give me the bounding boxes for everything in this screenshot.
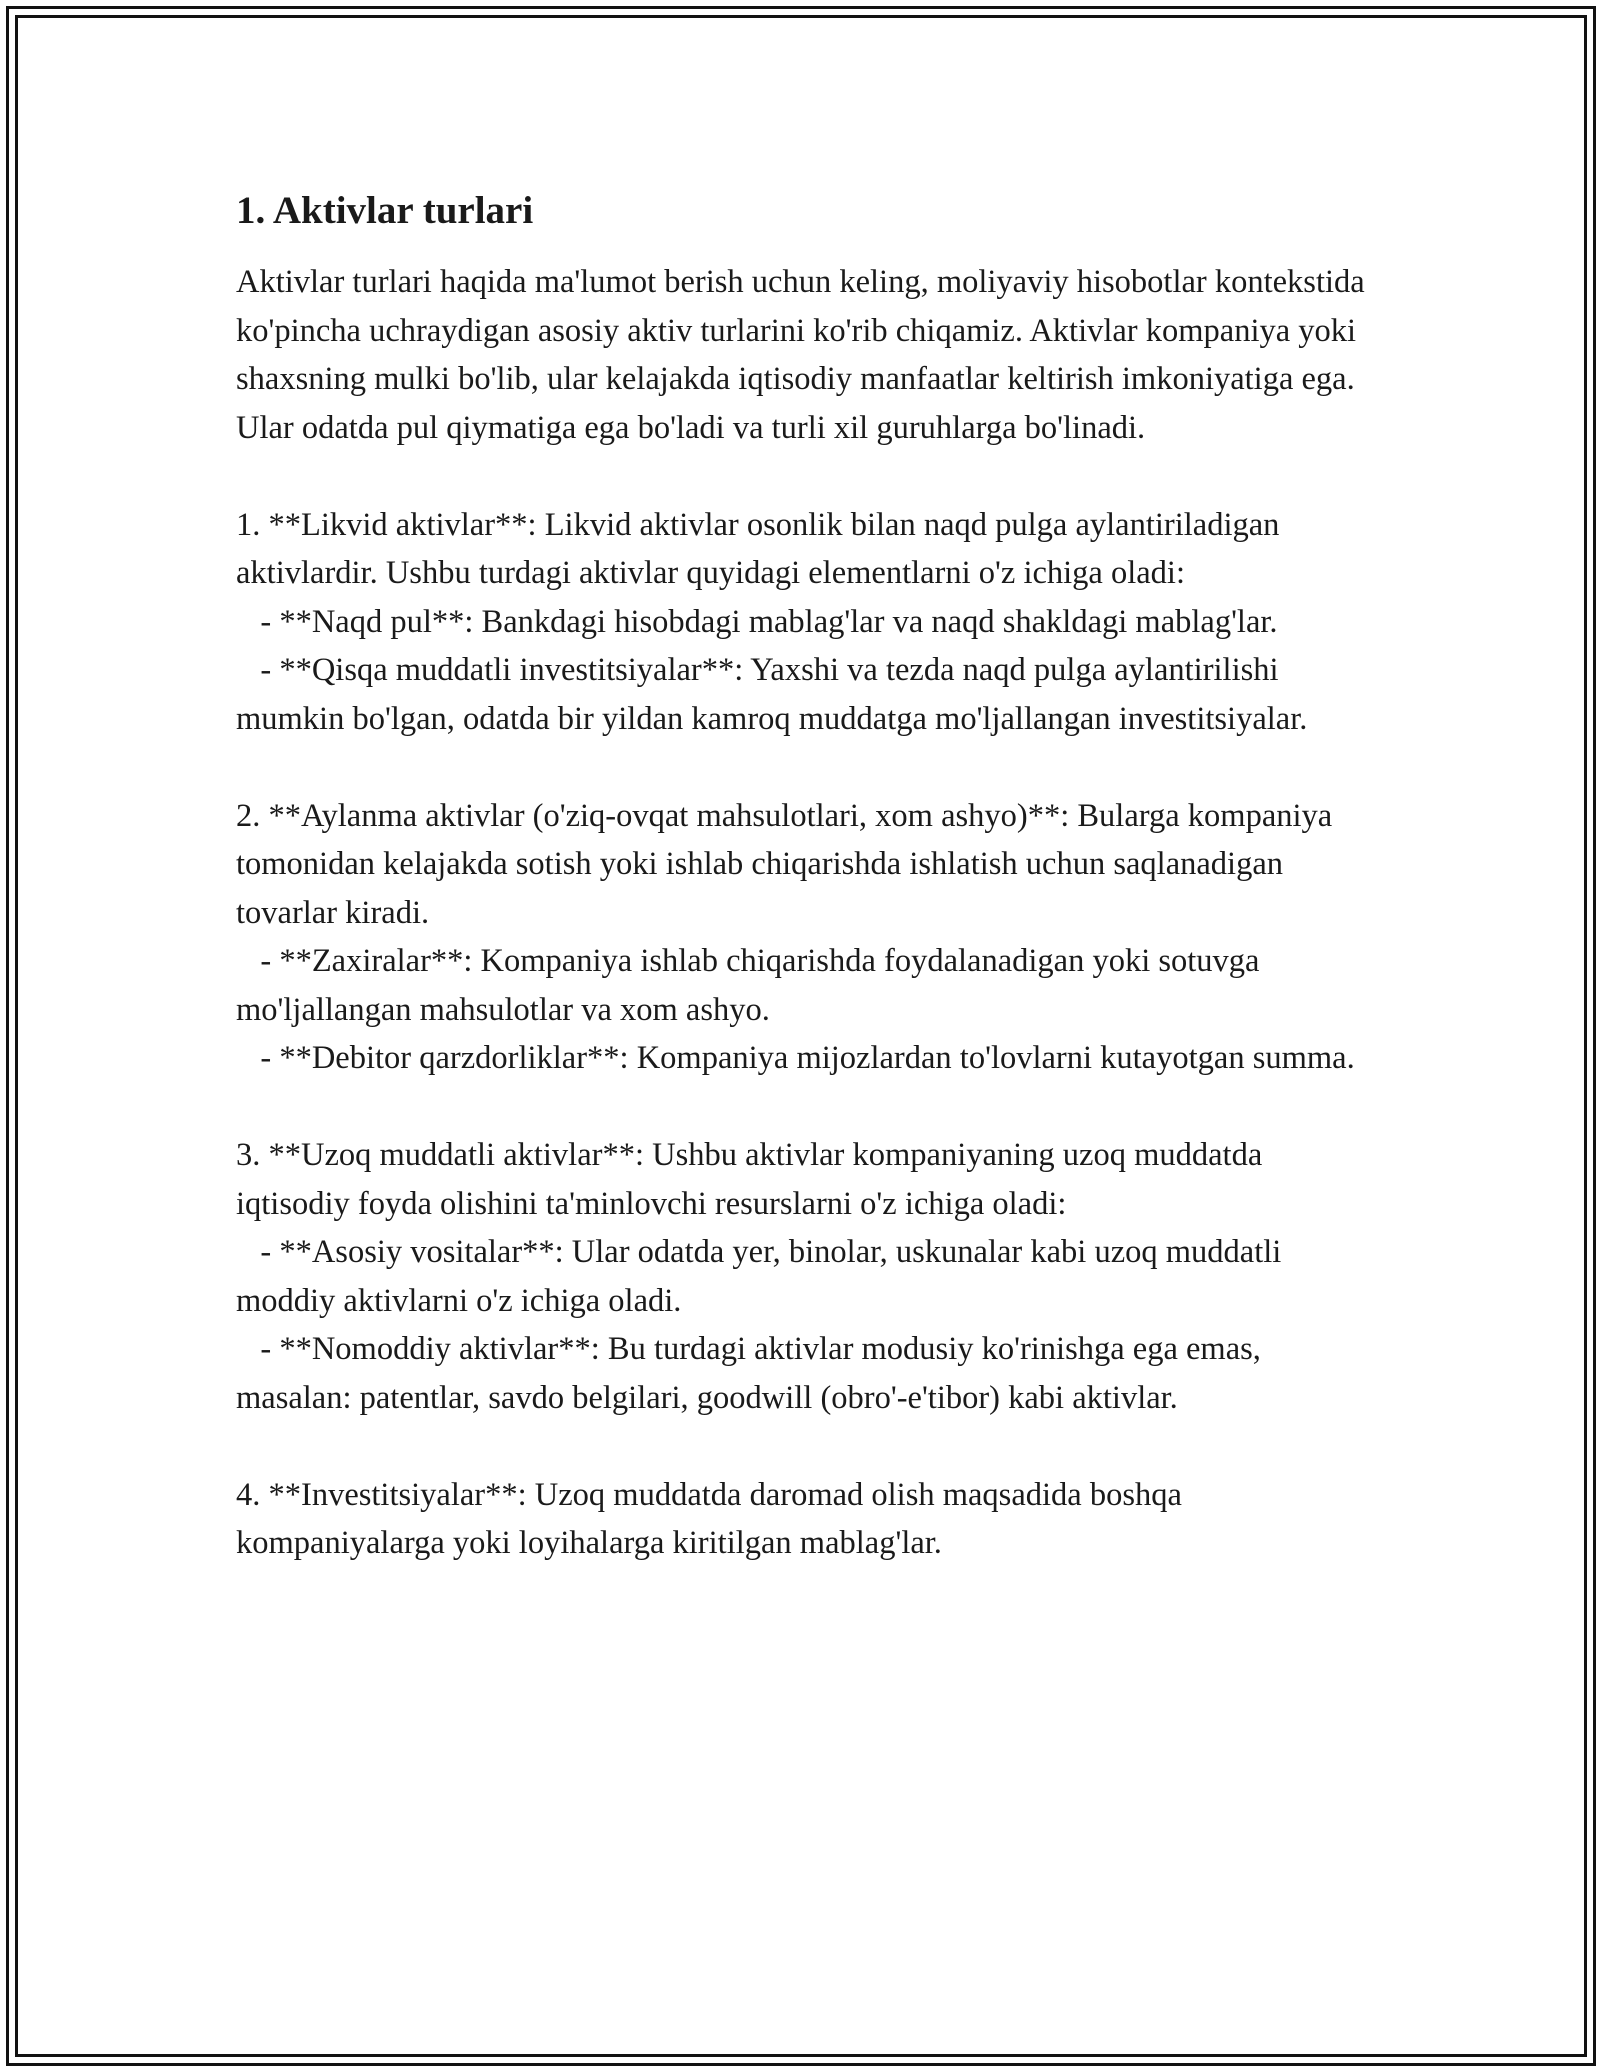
paragraph-gap — [236, 743, 1366, 792]
paragraph-gap — [236, 1422, 1366, 1471]
list-item: - **Naqd pul**: Bankdagi hisobdagi mablag'lar va naqd shakldagi mablag'lar. — [236, 603, 1278, 640]
section-investments — [236, 1471, 1366, 1568]
section-current-assets — [236, 792, 1366, 1083]
paragraph-gap — [236, 1083, 1366, 1132]
list-item: - **Qisqa muddatli investitsiyalar**: Yaxshi va tezda naqd pulga aylantirilishi mumkin bo'lgan, odatda bir yildan kamroq muddatga mo'ljallangan investitsiyalar. — [236, 652, 1308, 737]
section-lead: 4. **Investitsiyalar**: Uzoq muddatda daromad olish maqsadida boshqa kompaniyalarga yoki loyihalarga kiritilgan mablag'lar. — [236, 1476, 1191, 1561]
list-item: - **Nomoddiy aktivlar**: Bu turdagi aktivlar modusiy ko'rinishga ega emas, masalan: patentlar, savdo belgilari, goodwill (obro'-e'tibor) kabi aktivlar. — [236, 1331, 1270, 1416]
section-long-term-assets — [236, 1131, 1366, 1422]
document-page — [236, 186, 1373, 1568]
list-item: - **Debitor qarzdorliklar**: Kompaniya mijozlardan to'lovlarni kutayotgan summa. — [236, 1040, 1355, 1076]
document-heading: 1. Aktivlar turlari — [236, 189, 534, 232]
section-lead: 2. **Aylanma aktivlar (o'ziq-ovqat mahsulotlari, xom ashyo)**: Bularga kompaniya tomonidan kelajakda sotish yoki ishlab chiqarishda ishlatish uchun saqlanadigan tovarlar kiradi. — [236, 797, 1341, 931]
list-item: - **Zaxiralar**: Kompaniya ishlab chiqarishda foydalanadigan yoki sotuvga mo'ljallangan mahsulotlar va xom ashyo. — [236, 943, 1268, 1028]
list-item: - **Asosiy vositalar**: Ular odatda yer, binolar, uskunalar kabi uzoq muddatli moddiy aktivlarni o'z ichiga oladi. — [236, 1234, 1290, 1319]
intro-paragraph: Aktivlar turlari haqida ma'lumot berish uchun keling, moliyaviy hisobotlar kontekstida ko'pincha uchraydigan asosiy aktiv turlarini ko'rib chiqamiz. Aktivlar kompaniya yoki shaxsning mulki bo'lib, ular kelajakda iqtisodiy manfaatlar keltirish imkoniyatiga ega. Ular odatda pul qiymatiga ega bo'ladi va turli xil guruhlarga bo'linadi. — [236, 264, 1373, 446]
section-lead: 3. **Uzoq muddatli aktivlar**: Ushbu aktivlar kompaniyaning uzoq muddatda iqtisodiy foyda olishini ta'minlovchi resurslarni o'z ichiga oladi: — [236, 1137, 1271, 1222]
section-liquid-assets — [236, 501, 1366, 744]
paragraph-gap — [236, 452, 1366, 501]
section-lead: 1. **Likvid aktivlar**: Likvid aktivlar osonlik bilan naqd pulga aylantiriladigan aktivlardir. Ushbu turdagi aktivlar quyidagi elementlarni o'z ichiga oladi: — [236, 506, 1288, 591]
